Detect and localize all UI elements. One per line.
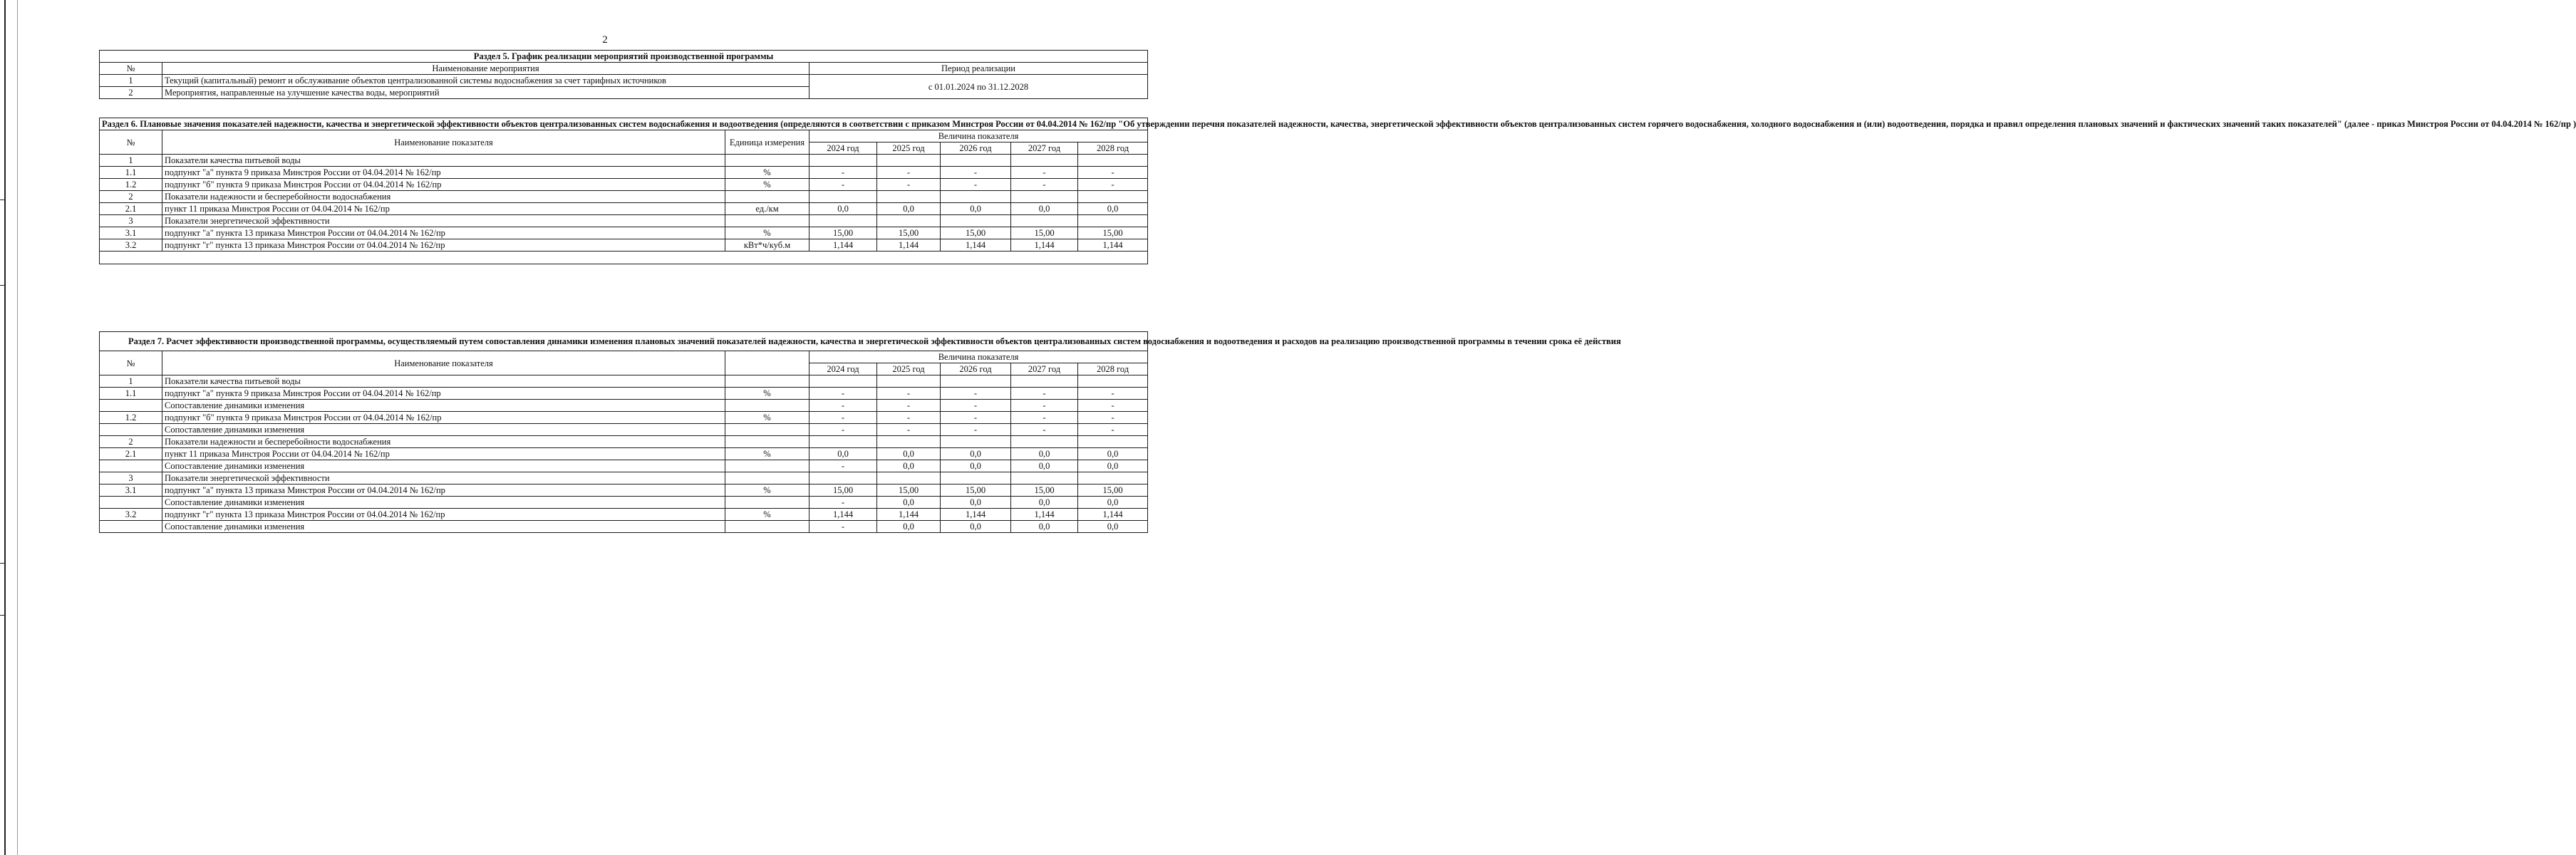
comparison-row <box>100 400 1148 412</box>
row-value: - <box>809 388 877 400</box>
table-row <box>100 239 1148 252</box>
table-row <box>100 75 1148 87</box>
row-num: 3.2 <box>100 239 162 252</box>
row-value-blank <box>877 155 941 167</box>
period-value: с 01.01.2024 по 31.12.2028 <box>809 75 1148 99</box>
row-value: 0,0 <box>877 497 941 509</box>
row-unit: % <box>725 388 809 400</box>
row-value: - <box>1011 388 1078 400</box>
row-name: Показатели энергетической эффективности <box>162 215 725 227</box>
row-value: - <box>1011 412 1078 424</box>
year-header: 2025 год <box>877 363 941 375</box>
row-value: 1,144 <box>877 509 941 521</box>
row-name: подпункт "а" пункта 13 приказа Минстроя России от 04.04.2014 № 162/пр <box>162 484 725 497</box>
row-value: - <box>1011 400 1078 412</box>
row-num <box>100 460 162 472</box>
scan-binding-line <box>17 0 18 855</box>
row-num: 3 <box>100 215 162 227</box>
row-value: 15,00 <box>809 227 877 239</box>
section6-header-name: Наименование показателя <box>162 130 725 155</box>
row-value: 0,0 <box>1078 203 1148 215</box>
row-name: Показатели надежности и бесперебойности водоснабжения <box>162 436 725 448</box>
row-value-blank <box>1011 375 1078 388</box>
row-value: 1,144 <box>941 509 1011 521</box>
row-value: 1,144 <box>1078 239 1148 252</box>
row-value: - <box>941 167 1011 179</box>
table-row <box>100 167 1148 179</box>
row-unit: % <box>725 448 809 460</box>
section5-header-num: № <box>100 63 162 75</box>
section7-header-unit-blank <box>725 351 809 375</box>
row-value-blank <box>1078 375 1148 388</box>
row-value: - <box>877 424 941 436</box>
row-value: - <box>877 400 941 412</box>
row-value-blank <box>809 472 877 484</box>
year-header: 2027 год <box>1011 142 1078 155</box>
table-row <box>100 203 1148 215</box>
row-unit <box>725 400 809 412</box>
row-value-blank <box>1011 472 1078 484</box>
section5-header-name: Наименование мероприятия <box>162 63 809 75</box>
row-value: - <box>809 497 877 509</box>
row-value: 0,0 <box>941 448 1011 460</box>
row-value: 15,00 <box>1011 484 1078 497</box>
section5-header-row <box>100 63 1148 75</box>
row-num: 1 <box>100 155 162 167</box>
section7-header-value: Величина показателя <box>809 351 1148 363</box>
row-value: - <box>1011 179 1078 191</box>
row-unit-blank <box>725 472 809 484</box>
spacer-row <box>100 252 1148 264</box>
table-row <box>100 448 1148 460</box>
row-value: 0,0 <box>1011 521 1078 533</box>
row-value: 1,144 <box>1078 509 1148 521</box>
row-num: 3.1 <box>100 484 162 497</box>
comparison-row <box>100 521 1148 533</box>
row-value: - <box>1078 412 1148 424</box>
row-value: 15,00 <box>1078 227 1148 239</box>
row-num <box>100 497 162 509</box>
row-num: 2.1 <box>100 203 162 215</box>
section6-header-row <box>100 130 1148 142</box>
row-name: Сопоставление динамики изменения <box>162 400 725 412</box>
row-value: - <box>809 424 877 436</box>
group-row <box>100 191 1148 203</box>
row-value-blank <box>877 375 941 388</box>
section6-header-unit: Единица измерения <box>725 130 809 155</box>
row-name: подпункт "б" пункта 9 приказа Минстроя России от 04.04.2014 № 162/пр <box>162 179 725 191</box>
row-name: Показатели качества питьевой воды <box>162 375 725 388</box>
row-name: Мероприятия, направленные на улучшение качества воды, мероприятий <box>162 87 809 99</box>
row-num: 1.1 <box>100 167 162 179</box>
row-value: - <box>1078 167 1148 179</box>
section6-header-value: Величина показателя <box>809 130 1148 142</box>
spacer-cell <box>100 252 1148 264</box>
row-value: 0,0 <box>941 203 1011 215</box>
group-row <box>100 155 1148 167</box>
row-value-blank <box>1011 191 1078 203</box>
row-value: - <box>877 179 941 191</box>
group-row <box>100 215 1148 227</box>
year-header: 2026 год <box>941 363 1011 375</box>
row-value: 0,0 <box>941 497 1011 509</box>
table-row <box>100 179 1148 191</box>
row-value-blank <box>941 472 1011 484</box>
row-unit: % <box>725 227 809 239</box>
table-row <box>100 509 1148 521</box>
year-header: 2028 год <box>1078 363 1148 375</box>
row-num: 1.2 <box>100 412 162 424</box>
row-value-blank <box>1078 215 1148 227</box>
row-name: подпункт "г" пункта 13 приказа Минстроя России от 04.04.2014 № 162/пр <box>162 239 725 252</box>
row-name: Показатели энергетической эффективности <box>162 472 725 484</box>
comparison-row <box>100 460 1148 472</box>
row-value: - <box>809 179 877 191</box>
row-name: Сопоставление динамики изменения <box>162 424 725 436</box>
row-value: 15,00 <box>877 484 941 497</box>
row-num <box>100 400 162 412</box>
row-value: 15,00 <box>941 484 1011 497</box>
row-name: подпункт "а" пункта 13 приказа Минстроя России от 04.04.2014 № 162/пр <box>162 227 725 239</box>
row-value: 0,0 <box>1078 460 1148 472</box>
row-value: 1,144 <box>1011 239 1078 252</box>
row-unit: % <box>725 484 809 497</box>
row-value: 0,0 <box>941 460 1011 472</box>
row-unit: % <box>725 167 809 179</box>
row-num: 2 <box>100 87 162 99</box>
row-value: 15,00 <box>877 227 941 239</box>
row-value: 1,144 <box>1011 509 1078 521</box>
row-num: 3.1 <box>100 227 162 239</box>
row-value-blank <box>1078 472 1148 484</box>
section7-header-name: Наименование показателя <box>162 351 725 375</box>
year-header: 2024 год <box>809 142 877 155</box>
row-value-blank <box>1011 155 1078 167</box>
year-header: 2027 год <box>1011 363 1078 375</box>
row-value: 0,0 <box>1011 203 1078 215</box>
row-name: подпункт "а" пункта 9 приказа Минстроя России от 04.04.2014 № 162/пр <box>162 388 725 400</box>
row-num: 2 <box>100 191 162 203</box>
row-value-blank <box>1078 155 1148 167</box>
row-unit <box>725 521 809 533</box>
row-value-blank <box>941 155 1011 167</box>
row-value-blank <box>809 191 877 203</box>
section6-table <box>99 118 2576 264</box>
page-number: 2 <box>602 34 608 46</box>
row-unit: % <box>725 509 809 521</box>
row-value: - <box>1078 400 1148 412</box>
row-unit-blank <box>725 191 809 203</box>
row-name: Сопоставление динамики изменения <box>162 521 725 533</box>
table-row <box>100 388 1148 400</box>
row-num: 1 <box>100 375 162 388</box>
row-num <box>100 521 162 533</box>
row-value-blank <box>1011 436 1078 448</box>
group-row <box>100 472 1148 484</box>
row-name: подпункт "б" пункта 9 приказа Минстроя России от 04.04.2014 № 162/пр <box>162 412 725 424</box>
row-name: Показатели качества питьевой воды <box>162 155 725 167</box>
row-value: 0,0 <box>1078 521 1148 533</box>
row-value: 15,00 <box>941 227 1011 239</box>
row-value: - <box>1078 179 1148 191</box>
row-name: Сопоставление динамики изменения <box>162 460 725 472</box>
row-value-blank <box>877 436 941 448</box>
row-value: 0,0 <box>877 448 941 460</box>
row-value-blank <box>809 155 877 167</box>
row-name: подпункт "г" пункта 13 приказа Минстроя России от 04.04.2014 № 162/пр <box>162 509 725 521</box>
section7-header-num: № <box>100 351 162 375</box>
section6-title-row <box>100 118 1148 130</box>
row-value-blank <box>941 191 1011 203</box>
row-value-blank <box>1011 215 1078 227</box>
row-num: 1.1 <box>100 388 162 400</box>
row-value-blank <box>941 375 1011 388</box>
row-value: - <box>1011 424 1078 436</box>
year-header: 2026 год <box>941 142 1011 155</box>
section5-title-row <box>100 51 1148 63</box>
row-value: 0,0 <box>1011 448 1078 460</box>
row-value: - <box>809 412 877 424</box>
row-value-blank <box>809 436 877 448</box>
row-value: 0,0 <box>809 448 877 460</box>
row-num: 1 <box>100 75 162 87</box>
table-row <box>100 227 1148 239</box>
comparison-row <box>100 497 1148 509</box>
year-header: 2024 год <box>809 363 877 375</box>
row-value: - <box>877 167 941 179</box>
table-row <box>100 412 1148 424</box>
row-value: - <box>809 400 877 412</box>
section6-title: Раздел 6. Плановые значения показателей надежности, качества и энергетической эффективности объектов централизованных систем водоснабжения и водоотведения (определяются в соответствии с приказом Минстроя России от 04.04.2014 № 162/пр "Об утверждении перечня показателей надежности, качества, энергетической эффективности объектов централизованных систем горячего водоснабжения, холодного водоснабжения и (или) водоотведения, порядка и правил определения плановых значений и фактических значений таких показателей" (далее - приказ Минстроя России от 04.04.2014 № 162/пр ) <box>100 118 1148 130</box>
row-value: - <box>1078 424 1148 436</box>
row-value-blank <box>941 436 1011 448</box>
section7-title-row <box>100 332 1148 351</box>
row-unit <box>725 460 809 472</box>
row-value: 1,144 <box>877 239 941 252</box>
row-name: пункт 11 приказа Минстроя России от 04.04.2014 № 162/пр <box>162 448 725 460</box>
row-num: 3.2 <box>100 509 162 521</box>
row-unit-blank <box>725 436 809 448</box>
comparison-row <box>100 424 1148 436</box>
row-unit: кВт*ч/куб.м <box>725 239 809 252</box>
row-num: 2.1 <box>100 448 162 460</box>
row-value: - <box>941 400 1011 412</box>
row-name: пункт 11 приказа Минстроя России от 04.04.2014 № 162/пр <box>162 203 725 215</box>
row-num: 3 <box>100 472 162 484</box>
row-value: - <box>809 460 877 472</box>
section7-header-row <box>100 351 1148 363</box>
row-unit-blank <box>725 215 809 227</box>
row-value: - <box>941 424 1011 436</box>
row-unit-blank <box>725 155 809 167</box>
row-num: 2 <box>100 436 162 448</box>
row-name: Показатели надежности и бесперебойности водоснабжения <box>162 191 725 203</box>
row-value: - <box>1011 167 1078 179</box>
row-value: - <box>877 388 941 400</box>
row-value: - <box>877 412 941 424</box>
section7-table <box>99 331 1621 533</box>
row-value: 1,144 <box>809 239 877 252</box>
row-value-blank <box>1078 191 1148 203</box>
section6-header-num: № <box>100 130 162 155</box>
row-value-blank <box>809 375 877 388</box>
table-row <box>100 484 1148 497</box>
row-value: 15,00 <box>809 484 877 497</box>
row-value: 0,0 <box>1078 448 1148 460</box>
row-value: - <box>1078 388 1148 400</box>
row-value: - <box>941 179 1011 191</box>
row-unit-blank <box>725 375 809 388</box>
scan-left-edge-line <box>4 0 6 855</box>
row-value: 0,0 <box>941 521 1011 533</box>
section5-table <box>99 50 1148 99</box>
group-row <box>100 375 1148 388</box>
row-value: 15,00 <box>1011 227 1078 239</box>
section7-title: Раздел 7. Расчет эффективности производственной программы, осуществляемый путем сопоставления динамики изменения плановых значений показателей надежности, качества и энергетической эффективности объектов централизованных систем водоснабжения и водоотведения и расходов на реализацию производственной программы в течении срока её действия <box>100 332 1148 351</box>
row-value: 0,0 <box>1078 497 1148 509</box>
row-value-blank <box>877 472 941 484</box>
row-value: 1,144 <box>809 509 877 521</box>
row-value: 1,144 <box>941 239 1011 252</box>
row-value: 0,0 <box>809 203 877 215</box>
row-value-blank <box>809 215 877 227</box>
group-row <box>100 436 1148 448</box>
row-value: 0,0 <box>877 203 941 215</box>
row-name: Текущий (капитальный) ремонт и обслуживание объектов централизованной системы водоснабжения за счет тарифных источников <box>162 75 809 87</box>
row-value-blank <box>877 215 941 227</box>
row-unit <box>725 497 809 509</box>
row-num <box>100 424 162 436</box>
row-name: подпункт "а" пункта 9 приказа Минстроя России от 04.04.2014 № 162/пр <box>162 167 725 179</box>
row-value: - <box>809 167 877 179</box>
row-value-blank <box>1078 436 1148 448</box>
scan-tick-mark <box>0 285 6 286</box>
row-value-blank <box>877 191 941 203</box>
row-value: - <box>941 388 1011 400</box>
section5-header-period: Период реализации <box>809 63 1148 75</box>
row-unit: ед./км <box>725 203 809 215</box>
row-unit <box>725 424 809 436</box>
row-name: Сопоставление динамики изменения <box>162 497 725 509</box>
scan-tick-mark <box>0 615 6 616</box>
row-value-blank <box>941 215 1011 227</box>
section5-title: Раздел 5. График реализации мероприятий производственной программы <box>100 51 1148 63</box>
row-value: - <box>941 412 1011 424</box>
year-header: 2025 год <box>877 142 941 155</box>
scan-tick-mark <box>0 563 6 564</box>
row-value: 0,0 <box>877 460 941 472</box>
row-unit: % <box>725 179 809 191</box>
row-value: 15,00 <box>1078 484 1148 497</box>
row-value: 0,0 <box>1011 497 1078 509</box>
row-num: 1.2 <box>100 179 162 191</box>
row-value: 0,0 <box>877 521 941 533</box>
row-unit: % <box>725 412 809 424</box>
row-value: - <box>809 521 877 533</box>
year-header: 2028 год <box>1078 142 1148 155</box>
row-value: 0,0 <box>1011 460 1078 472</box>
